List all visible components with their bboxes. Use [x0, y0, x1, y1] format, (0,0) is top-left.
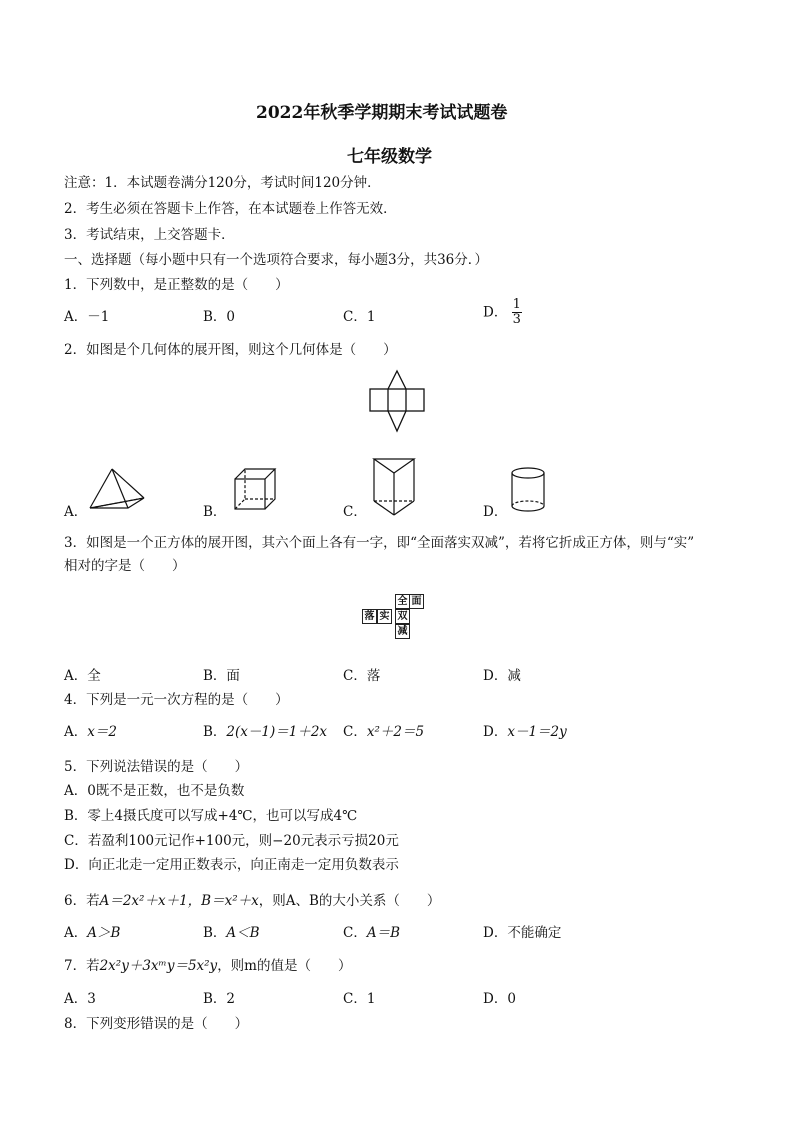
q7-option-a: A．3: [64, 991, 96, 1007]
q1-option-d: [483, 298, 522, 327]
q3-stem: 3．如图是一个正方体的展开图，其六个面上各有一字，即“全面落实双减”，若将它折成正方体，则与“实”: [64, 535, 695, 551]
prism-net-figure: [360, 365, 432, 435]
q4-option-c-expr: x²＋2＝5: [366, 724, 425, 740]
q4-option-b: [203, 724, 327, 740]
q6-option-d: D．不能确定: [483, 925, 562, 941]
q6-option-c-expr: A＝B: [366, 925, 401, 941]
q6-option-b-label: B．: [203, 925, 227, 941]
q5-option-d: D．向正北走一定用正数表示，向正南走一定用负数表示: [64, 857, 399, 873]
q6-option-c: [343, 925, 400, 941]
q4-option-d: [483, 724, 567, 740]
net-cell-jian: 减: [395, 624, 410, 639]
cylinder-icon: [509, 466, 547, 514]
q4-option-a: [64, 724, 117, 740]
q2-option-c: C．: [343, 504, 367, 520]
note-3: 3．考试结束，上交答题卡．: [64, 227, 235, 243]
q3-stem-continued: 相对的字是（ ）: [64, 558, 186, 574]
q5-option-b: B．零上4摄氏度可以写成+4℃，也可以写成4℃: [64, 808, 358, 824]
q4-option-d-label: D．: [483, 724, 508, 740]
page-title: 2022年秋季学期期末考试试题卷: [256, 103, 508, 123]
q2-option-a: A．: [64, 504, 88, 520]
q4-option-a-expr: x＝2: [87, 724, 117, 740]
q6-stem: [64, 893, 440, 909]
fraction: [512, 298, 522, 327]
q8-stem: 8．下列变形错误的是（ ）: [64, 1016, 249, 1032]
q2-option-d: D．: [483, 504, 508, 520]
q7-option-b: B．2: [203, 991, 236, 1007]
q7-stem: [64, 958, 352, 974]
q4-option-d-expr: x－1＝2y: [507, 724, 567, 740]
q2-option-b: B．: [203, 504, 227, 520]
q3-option-a: A．全: [64, 668, 101, 684]
q1-option-b: B．0: [203, 309, 236, 325]
net-cell-quan: 全: [395, 594, 410, 609]
net-cell-shuang: 双: [395, 609, 410, 624]
q4-option-c: [343, 724, 424, 740]
q1-option-c: C．1: [343, 309, 376, 325]
q1-option-d-label: D．: [483, 304, 508, 321]
triangular-prism-icon: [372, 455, 416, 519]
q6-stem-suffix: ，则A、B的大小关系（ ）: [258, 893, 441, 909]
q6-stem-prefix: 6．若: [64, 893, 100, 909]
page-subtitle: 七年级数学: [347, 147, 432, 167]
q7-option-d: D．0: [483, 991, 516, 1007]
section-heading: 一、选择题（每小题中只有一个选项符合要求，每小题3分，共36分．）: [64, 252, 489, 268]
q6-option-b: [203, 925, 260, 941]
cube-icon: [233, 467, 277, 513]
fraction-numerator: 1: [512, 297, 521, 312]
q6-option-c-label: C．: [343, 925, 367, 941]
q4-option-a-label: A．: [64, 724, 88, 740]
q5-option-a: A．0既不是正数，也不是负数: [64, 783, 245, 799]
q3-option-c: C．落: [343, 668, 381, 684]
pyramid-icon: [88, 466, 146, 516]
net-cell-mian: 面: [409, 594, 424, 609]
cube-net-figure: [362, 594, 422, 646]
q1-option-a: A．－1: [64, 309, 110, 325]
q4-stem: 4．下列是一元一次方程的是（ ）: [64, 692, 289, 708]
q4-option-b-label: B．: [203, 724, 227, 740]
q6-option-a-expr: A＞B: [87, 925, 121, 941]
q1-stem: 1．下列数中，是正整数的是（ ）: [64, 277, 289, 293]
q7-stem-expr: 2x²y＋3xᵐy＝5x²y: [99, 958, 218, 974]
fraction-denominator: 3: [512, 312, 521, 327]
q7-option-c: C．1: [343, 991, 376, 1007]
q6-option-a: [64, 925, 120, 941]
q3-option-b: B．面: [203, 668, 240, 684]
q6-option-b-expr: A＜B: [226, 925, 260, 941]
q7-stem-prefix: 7．若: [64, 958, 100, 974]
note-1: 注意：1．本试题卷满分120分，考试时间120分钟．: [64, 175, 381, 191]
q5-stem: 5．下列说法错误的是（ ）: [64, 759, 249, 775]
q7-stem-suffix: ，则m的值是（ ）: [217, 958, 352, 974]
q6-option-a-label: A．: [64, 925, 88, 941]
q6-stem-expr: A＝2x²＋x＋1，B＝x²＋x: [99, 893, 259, 909]
note-2: 2．考生必须在答题卡上作答，在本试题卷上作答无效．: [64, 201, 397, 217]
q3-option-d: D．减: [483, 668, 521, 684]
q5-option-c: C．若盈利100元记作+100元，则−20元表示亏损20元: [64, 833, 399, 849]
net-cell-shi: 实: [377, 609, 392, 624]
q2-stem: 2．如图是个几何体的展开图，则这个几何体是（ ）: [64, 342, 397, 358]
net-cell-luo: 落: [362, 609, 377, 624]
q4-option-b-expr: 2(x－1)＝1＋2x: [226, 724, 328, 740]
q4-option-c-label: C．: [343, 724, 367, 740]
